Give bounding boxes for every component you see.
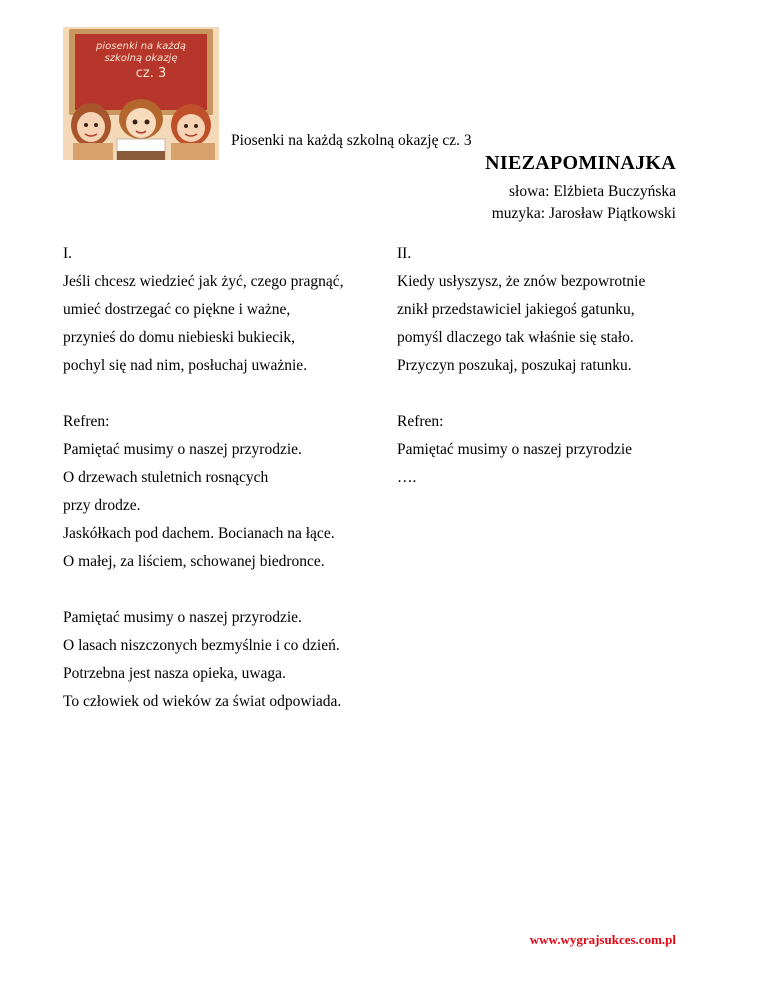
verse-2-line: pomyśl dlaczego tak właśnie się stało.	[397, 329, 634, 346]
refrain-line: To człowiek od wieków za świat odpowiada.	[63, 693, 342, 710]
album-cover	[63, 27, 219, 160]
verse-1-line: Jeśli chcesz wiedzieć jak żyć, czego pragnąć,	[63, 273, 344, 290]
right-column	[397, 240, 645, 492]
stanza-gap	[63, 380, 344, 408]
cover-chalk-line-3: cz. 3	[135, 66, 167, 81]
cover-chalk-line-1: piosenki na każdą	[96, 41, 186, 52]
refrain-line: O lasach niszczonych bezmyślnie i co dzień.	[63, 637, 340, 654]
lyrics-credit: słowa: Elżbieta Buczyńska	[508, 183, 676, 200]
refrain-line: O małej, za liściem, schowanej biedronce.	[63, 553, 325, 570]
stanza-gap	[397, 380, 645, 408]
verse-2-line: Kiedy usłyszysz, że znów bezpowrotnie	[397, 273, 646, 290]
refrain-line: O drzewach stuletnich rosnących	[63, 469, 269, 486]
verse-1-label: I.	[63, 245, 73, 262]
stanza-gap	[63, 576, 344, 604]
left-column	[63, 240, 344, 716]
refrain-label: Refren:	[397, 413, 444, 430]
verse-2-label: II.	[397, 245, 412, 262]
series-title: Piosenki na każdą szkolną okazję cz. 3	[231, 132, 472, 149]
verse-2-line: znikł przedstawiciel jakiegoś gatunku,	[397, 301, 635, 318]
verse-1-line: przynieś do domu niebieski bukiecik,	[63, 329, 296, 346]
music-credit: muzyka: Jarosław Piątkowski	[491, 205, 676, 222]
refrain-line: Jaskółkach pod dachem. Bocianach na łące.	[63, 525, 335, 542]
kid-middle	[117, 99, 165, 160]
refrain-line: Pamiętać musimy o naszej przyrodzie	[397, 441, 633, 458]
verse-1-line: pochyl się nad nim, posłuchaj uważnie.	[63, 357, 308, 374]
verse-2-line: Przyczyn poszukaj, poszukaj ratunku.	[397, 357, 632, 374]
website-link[interactable]: www.wygrajsukces.com.pl	[529, 932, 676, 947]
refrain-line: Pamiętać musimy o naszej przyrodzie.	[63, 441, 302, 458]
refrain-label: Refren:	[63, 413, 110, 430]
refrain-line: Potrzebna jest nasza opieka, uwaga.	[63, 665, 286, 682]
song-title: NIEZAPOMINAJKA	[485, 152, 676, 174]
verse-1-line: umieć dostrzegać co piękne i ważne,	[63, 301, 291, 318]
refrain-line: Pamiętać musimy o naszej przyrodzie.	[63, 609, 302, 626]
cover-chalk-line-2: szkolną okazję	[104, 53, 178, 64]
kid-left	[71, 103, 113, 160]
refrain-ellipsis: ….	[397, 469, 417, 486]
refrain-line: przy drodze.	[63, 497, 141, 514]
